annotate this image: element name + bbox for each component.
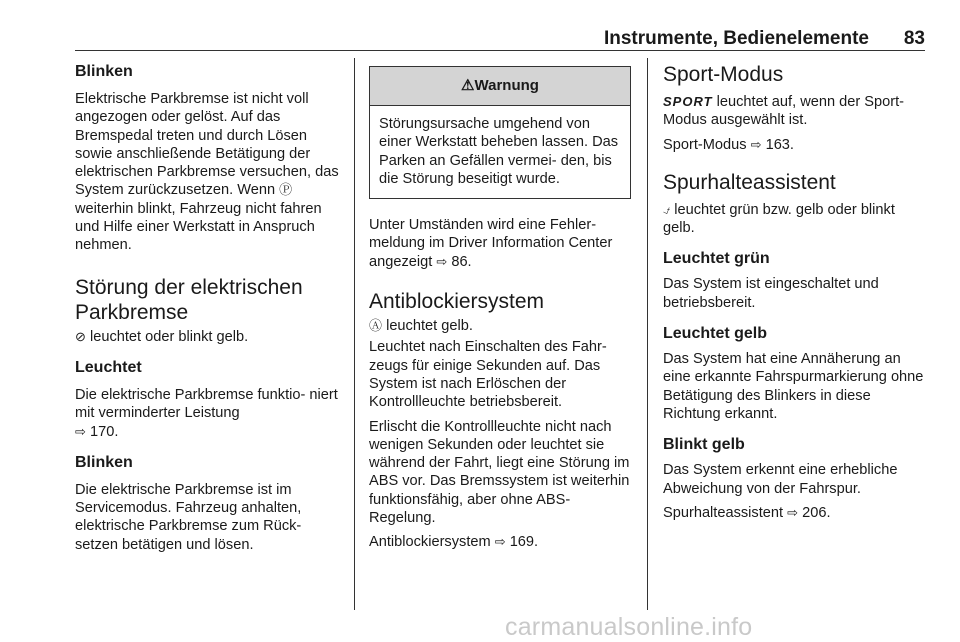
heading-gruen: Leuchtet grün [663, 250, 770, 268]
warning-icon: ⚠ [461, 77, 475, 94]
header-divider [75, 50, 925, 51]
page-number: 83 [903, 28, 925, 49]
reference-arrow-icon: ⇨ [494, 534, 506, 550]
heading-stoerung: Störung der elektrischen Parkbremse [75, 275, 303, 324]
heading-blinken: Blinken [75, 63, 133, 80]
page-title: Instrumente, Bedienelemente [603, 28, 869, 49]
watermark: carmanualsonline.info [505, 613, 753, 641]
paragraph: Antiblockiersystem ⇨ 169. [369, 534, 539, 551]
paragraph: Leuchtet nach Einschalten des Fahr- zeugs für einige Sekunden auf. Das System ist nach Erlöschen der Kontrollleuchte betriebsbereit. [369, 339, 607, 411]
column-1 [75, 62, 340, 554]
page-reference[interactable]: 170. [89, 423, 119, 440]
paragraph: Sport-Modus ⇨ 163. [663, 136, 794, 153]
paragraph: Spurhalteassistent ⇨ 206. [663, 504, 831, 521]
heading-blinkt: Blinkt gelb [663, 436, 745, 454]
paragraph: ⍻ leuchtet grün bzw. gelb oder blinkt gelb. [663, 201, 895, 237]
warning-header: ⚠Warnung [370, 67, 630, 106]
paragraph: Das System ist eingeschaltet und betriebsbereit. [663, 276, 879, 311]
paragraph: Die elektrische Parkbremse funktio- niert mit verminderter Leistung ⇨ 170. [75, 386, 338, 440]
column-divider-2 [647, 58, 648, 610]
warning-body: Störungsursache umgehend von einer Werkstatt beheben lassen. Das Parken an Gefällen vermei- den, bis die Störung beseitigt wurde. [379, 116, 619, 187]
heading-leuchtet: Leuchtet [75, 358, 142, 376]
paragraph: SPORT leuchtet auf, wenn der Sport- Modus ausgewählt ist. [663, 94, 905, 129]
page-reference[interactable]: 206. [802, 504, 831, 521]
paragraph: Das System hat eine Annäherung an eine erkannte Fahrspurmarkierung ohne Betätigung des Blinkers in diese Richtung erkannt. [663, 351, 924, 422]
paragraph: Unter Umständen wird eine Fehler- meldung im Driver Information Center angezeigt ⇨ 86. [369, 217, 613, 270]
paragraph: Elektrische Parkbremse ist nicht voll angezogen oder gelöst. Auf das Bremspedal treten und durch Lösen sowie anschließende Betätigung der elektrischen Parkbremse versuchen, das System zurückzusetzen. Wenn Ⓟ weiterhin blinkt, Fahrzeug nicht fahren und Hilfe einer Werkstatt in Anspruch nehmen. [75, 91, 339, 254]
paragraph: ⊘ leuchtet oder blinkt gelb. [75, 328, 249, 345]
page-reference[interactable]: 163. [765, 136, 794, 153]
abs-icon: Ⓐ [369, 318, 383, 334]
paragraph: Erlischt die Kontrollleuchte nicht nach wenigen Sekunden oder leuchtet sie während der Fahrt, liegt eine Störung im ABS vor. Das Bremssystem ist weiterhin funktionsfähig, aber ohne ABS-Regelung. [369, 418, 630, 527]
reference-arrow-icon: ⇨ [750, 136, 762, 152]
heading-sport: Sport-Modus [663, 63, 784, 86]
column-divider-1 [354, 58, 355, 610]
sport-icon: SPORT [663, 94, 713, 109]
paragraph: Die elektrische Parkbremse ist im Servicemodus. Fahrzeug anhalten, elektrische Parkbremse zum Rück- setzen betätigen und lösen. [75, 481, 302, 553]
reference-arrow-icon: ⇨ [436, 253, 448, 269]
heading-abs: Antiblockiersystem [369, 290, 545, 314]
paragraph: Ⓐ leuchtet gelb. [369, 318, 473, 335]
paragraph: Das System erkennt eine erhebliche Abweichung von der Fahrspur. [663, 462, 898, 497]
brake-fault-icon: ⊘ [75, 328, 86, 344]
warning-box [369, 66, 631, 199]
column-2 [369, 62, 632, 552]
heading-gelb: Leuchtet gelb [663, 325, 768, 343]
page-reference[interactable]: 86. [451, 253, 472, 270]
reference-arrow-icon: ⇨ [787, 504, 799, 520]
page-reference[interactable]: 169. [509, 534, 539, 551]
parking-brake-icon: Ⓟ [279, 182, 293, 198]
reference-arrow-icon: ⇨ [75, 423, 86, 439]
heading-blinken-2: Blinken [75, 453, 133, 471]
column-3 [663, 62, 928, 522]
page-header [75, 28, 925, 50]
lane-assist-icon: ⍻ [663, 201, 671, 217]
heading-lane: Spurhalteassistent [663, 170, 836, 194]
